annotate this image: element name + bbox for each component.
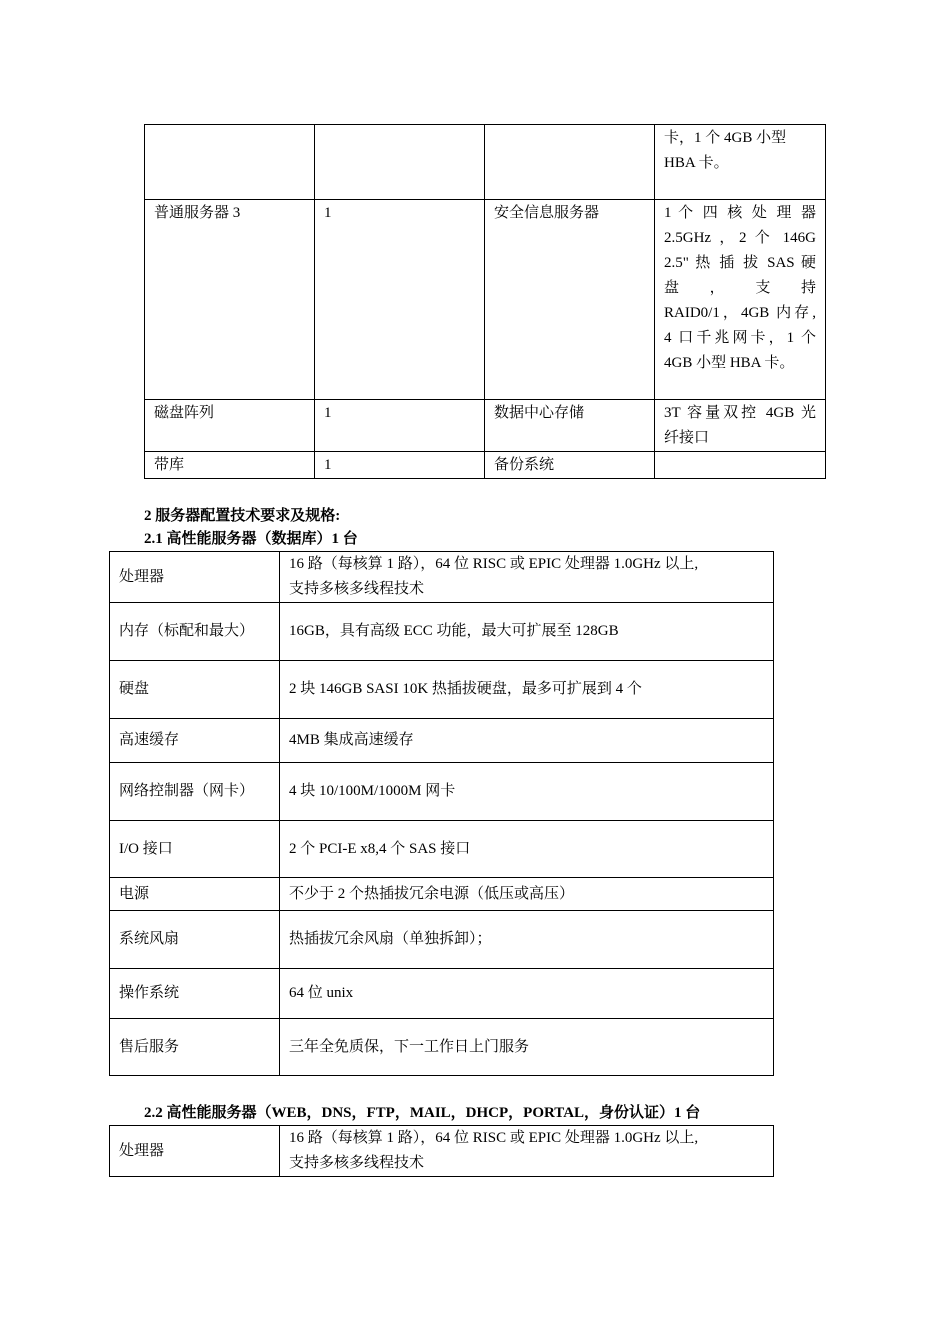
equipment-spec-cell xyxy=(655,125,826,200)
spec-value-line: 不少于 2 个热插拔冗余电源（低压或高压） xyxy=(289,885,575,902)
equipment-purpose-cell xyxy=(485,125,655,200)
equipment-qty-cell: 1 xyxy=(315,200,485,400)
spec-value-cell xyxy=(280,821,774,878)
spec-label-cell: 处理器 xyxy=(110,1126,280,1177)
spec-line: 3T 容量双控 4GB 光 xyxy=(664,405,816,421)
spec-label-cell: I/O 接口 xyxy=(110,821,280,878)
table-row xyxy=(110,1019,774,1076)
spec-value-cell xyxy=(280,1019,774,1076)
table-row xyxy=(110,661,774,719)
spec-value-cell xyxy=(280,969,774,1019)
table-row xyxy=(110,969,774,1019)
spec-line: RAID0/1，4GB 内存, xyxy=(664,305,816,321)
spec-value-cell xyxy=(280,878,774,911)
spec-line: 2.5GHz ，2 个 146G xyxy=(664,230,816,246)
equipment-spec-cell xyxy=(655,400,826,452)
spec-value-line: 支持多核多线程技术 xyxy=(289,1155,425,1171)
table-row xyxy=(110,878,774,911)
spec-line: HBA 卡。 xyxy=(664,155,729,171)
spec-value-line: 三年全免质保，下一工作日上门服务 xyxy=(289,1038,530,1055)
spec-value-line: 2 个 PCI-E x8,4 个 SAS 接口 xyxy=(289,840,471,857)
equipment-qty-cell xyxy=(315,125,485,200)
spec-value-line: 64 位 unix xyxy=(289,985,354,1001)
equipment-purpose-cell: 备份系统 xyxy=(485,452,655,479)
spec-line: 4GB 小型 HBA 卡。 xyxy=(664,355,795,371)
spec-value-line: 2 块 146GB SASI 10K 热插拔硬盘，最多可扩展到 4 个 xyxy=(289,681,642,697)
spec-label-cell: 电源 xyxy=(110,878,280,911)
table-row xyxy=(110,763,774,821)
table-row xyxy=(110,911,774,969)
equipment-name-cell: 普通服务器 3 xyxy=(145,200,315,400)
equipment-spec-cell xyxy=(655,200,826,400)
spec-label-cell: 硬盘 xyxy=(110,661,280,719)
spec-value-cell xyxy=(280,1126,774,1177)
equipment-purpose-cell: 数据中心存储 xyxy=(485,400,655,452)
spec-value-line: 热插拔冗余风扇（单独拆卸）； xyxy=(289,931,492,947)
spec-table-database-server xyxy=(109,551,774,1076)
spec-value-line: 16 路（每核算 1 路），64 位 RISC 或 EPIC 处理器 1.0GHz 以上, xyxy=(289,556,699,572)
subsection-heading: 2.1 高性能服务器（数据库）1 台 xyxy=(144,531,358,547)
table-row xyxy=(110,1126,774,1177)
table-row xyxy=(110,821,774,878)
equipment-name-cell: 带库 xyxy=(145,452,315,479)
table-row xyxy=(145,400,826,452)
spec-value-cell xyxy=(280,719,774,763)
equipment-purpose-cell: 安全信息服务器 xyxy=(485,200,655,400)
spec-label-cell: 内存（标配和最大） xyxy=(110,603,280,661)
spec-value-cell xyxy=(280,552,774,603)
equipment-table xyxy=(144,124,826,479)
spec-label-cell: 网络控制器（网卡） xyxy=(110,763,280,821)
spec-line: 盘 ， 支 持 xyxy=(664,280,816,296)
spec-value-cell xyxy=(280,763,774,821)
spec-label-cell: 处理器 xyxy=(110,552,280,603)
equipment-qty-cell: 1 xyxy=(315,400,485,452)
table-row xyxy=(145,200,826,400)
spec-value-cell xyxy=(280,911,774,969)
spec-label-cell: 系统风扇 xyxy=(110,911,280,969)
spec-line: 4 口千兆网卡，1 个 xyxy=(664,330,816,346)
spec-value-line: 16GB，具有高级 ECC 功能，最大可扩展至 128GB xyxy=(289,623,619,639)
spec-line: 纤接口 xyxy=(664,430,710,446)
spec-line: 1 个 四 核 处 理 器 xyxy=(664,205,816,221)
table-row xyxy=(145,125,826,200)
subsection-heading: 2.2 高性能服务器（WEB，DNS，FTP，MAIL，DHCP，PORTAL，身份认证）1 台 xyxy=(144,1105,701,1121)
equipment-qty-cell: 1 xyxy=(315,452,485,479)
table-row xyxy=(110,719,774,763)
spec-value-cell xyxy=(280,661,774,719)
table-row xyxy=(110,552,774,603)
spec-line: 卡，1 个 4GB 小型 xyxy=(664,130,787,146)
spec-label-cell: 售后服务 xyxy=(110,1019,280,1076)
table-row xyxy=(145,452,826,479)
table-row xyxy=(110,603,774,661)
spec-value-line: 4 块 10/100M/1000M 网卡 xyxy=(289,783,456,799)
spec-line: 2.5" 热 插 拔 SAS 硬 xyxy=(664,255,816,271)
equipment-spec-cell xyxy=(655,452,826,479)
spec-value-line: 16 路（每核算 1 路），64 位 RISC 或 EPIC 处理器 1.0GHz 以上, xyxy=(289,1130,699,1146)
spec-value-cell xyxy=(280,603,774,661)
spec-label-cell: 高速缓存 xyxy=(110,719,280,763)
spec-value-line: 4MB 集成高速缓存 xyxy=(289,732,414,748)
spec-value-line: 支持多核多线程技术 xyxy=(289,581,425,597)
equipment-name-cell xyxy=(145,125,315,200)
equipment-name-cell: 磁盘阵列 xyxy=(145,400,315,452)
spec-label-cell: 操作系统 xyxy=(110,969,280,1019)
spec-table-web-server xyxy=(109,1125,774,1177)
section-heading: 2 服务器配置技术要求及规格: xyxy=(144,508,341,524)
